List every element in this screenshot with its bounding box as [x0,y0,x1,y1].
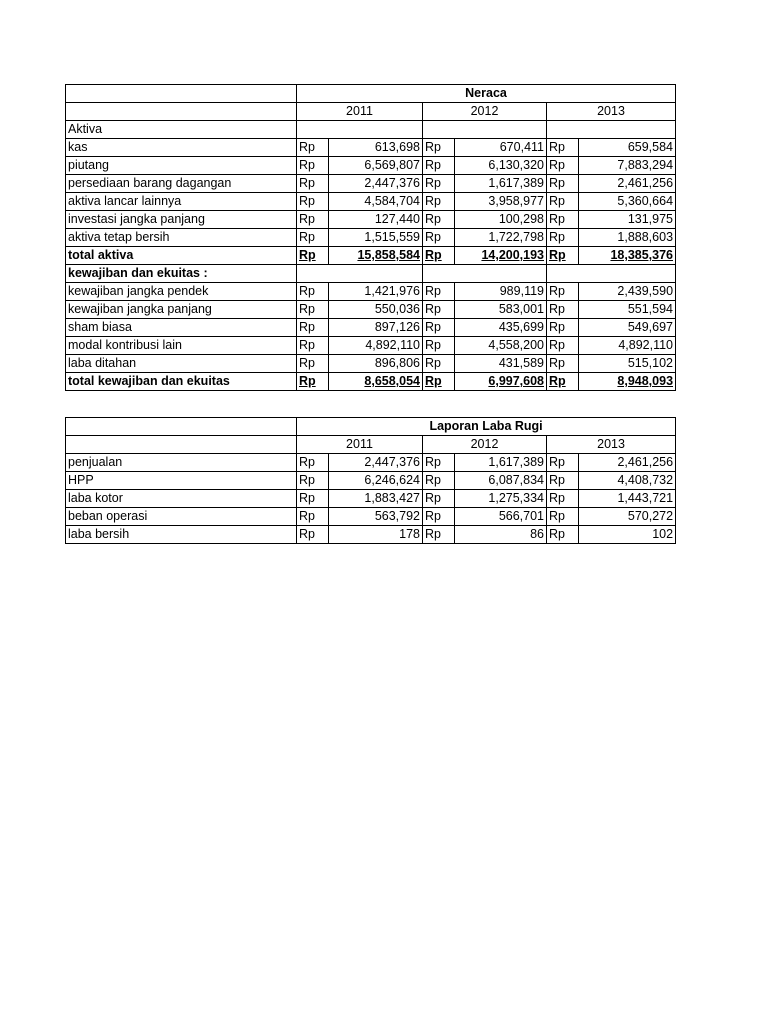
value-cell: 5,360,664 [579,193,676,211]
table-row [66,373,676,391]
value-cell: 1,443,721 [579,490,676,508]
row-label: laba ditahan [66,355,297,373]
currency-label: Rp [423,490,455,508]
currency-label: Rp [297,157,329,175]
currency-label: Rp [547,175,579,193]
empty-cell [66,418,297,436]
value-cell: 1,515,559 [329,229,423,247]
value-cell: 2,461,256 [579,175,676,193]
currency-label: Rp [297,355,329,373]
value-cell: 1,617,389 [455,175,547,193]
empty-cell [423,265,547,283]
table-row [66,472,676,490]
table-row [66,490,676,508]
currency-label: Rp [297,337,329,355]
value-cell: 127,440 [329,211,423,229]
currency-label: Rp [423,229,455,247]
value-cell: 570,272 [579,508,676,526]
currency-label: Rp [297,139,329,157]
year-header: 2013 [547,436,676,454]
currency-label: Rp [423,508,455,526]
currency-label: Rp [297,283,329,301]
currency-label: Rp [547,283,579,301]
value-cell: 989,119 [455,283,547,301]
value-cell: 14,200,193 [455,247,547,265]
neraca-table [65,84,676,391]
value-cell: 2,447,376 [329,175,423,193]
row-label: penjualan [66,454,297,472]
table-row [66,319,676,337]
currency-label: Rp [423,319,455,337]
currency-label: Rp [547,139,579,157]
value-cell: 4,558,200 [455,337,547,355]
table-row [66,508,676,526]
year-header-row [66,103,676,121]
row-label: beban operasi [66,508,297,526]
empty-cell [423,121,547,139]
currency-label: Rp [547,229,579,247]
value-cell: 8,948,093 [579,373,676,391]
value-cell: 86 [455,526,547,544]
empty-cell [66,85,297,103]
currency-label: Rp [297,301,329,319]
year-header: 2012 [423,436,547,454]
currency-label: Rp [297,247,329,265]
table-row [66,211,676,229]
value-cell: 515,102 [579,355,676,373]
currency-label: Rp [423,355,455,373]
currency-label: Rp [297,490,329,508]
table-row [66,526,676,544]
value-cell: 897,126 [329,319,423,337]
row-label: kewajiban dan ekuitas : [66,265,297,283]
empty-cell [297,265,423,283]
currency-label: Rp [423,211,455,229]
currency-label: Rp [547,490,579,508]
year-header: 2011 [297,436,423,454]
table-row [66,283,676,301]
table-title-row [66,85,676,103]
empty-cell [297,121,423,139]
table-row [66,175,676,193]
year-header: 2013 [547,103,676,121]
row-label: sham biasa [66,319,297,337]
row-label: total kewajiban dan ekuitas [66,373,297,391]
row-label: kas [66,139,297,157]
value-cell: 2,447,376 [329,454,423,472]
year-header-row [66,436,676,454]
currency-label: Rp [547,157,579,175]
currency-label: Rp [547,508,579,526]
currency-label: Rp [297,211,329,229]
laba-rugi-table [65,417,676,544]
currency-label: Rp [297,508,329,526]
value-cell: 4,584,704 [329,193,423,211]
row-label: Aktiva [66,121,297,139]
currency-label: Rp [297,193,329,211]
currency-label: Rp [297,472,329,490]
value-cell: 1,421,976 [329,283,423,301]
table-row [66,337,676,355]
table-row [66,229,676,247]
value-cell: 670,411 [455,139,547,157]
row-label: persediaan barang dagangan [66,175,297,193]
value-cell: 1,888,603 [579,229,676,247]
value-cell: 435,699 [455,319,547,337]
value-cell: 2,439,590 [579,283,676,301]
year-header: 2012 [423,103,547,121]
table-row [66,157,676,175]
value-cell: 3,958,977 [455,193,547,211]
currency-label: Rp [297,319,329,337]
currency-label: Rp [547,319,579,337]
currency-label: Rp [297,229,329,247]
currency-label: Rp [547,454,579,472]
value-cell: 4,892,110 [329,337,423,355]
value-cell: 613,698 [329,139,423,157]
row-label: kewajiban jangka pendek [66,283,297,301]
currency-label: Rp [423,526,455,544]
value-cell: 15,858,584 [329,247,423,265]
value-cell: 7,883,294 [579,157,676,175]
empty-cell [66,103,297,121]
value-cell: 1,883,427 [329,490,423,508]
currency-label: Rp [423,175,455,193]
empty-cell [66,436,297,454]
value-cell: 4,408,732 [579,472,676,490]
table-row [66,121,676,139]
table-row [66,247,676,265]
currency-label: Rp [547,373,579,391]
currency-label: Rp [297,175,329,193]
value-cell: 8,658,054 [329,373,423,391]
table-row [66,301,676,319]
value-cell: 563,792 [329,508,423,526]
value-cell: 1,275,334 [455,490,547,508]
row-label: aktiva tetap bersih [66,229,297,247]
value-cell: 549,697 [579,319,676,337]
value-cell: 18,385,376 [579,247,676,265]
value-cell: 131,975 [579,211,676,229]
row-label: laba bersih [66,526,297,544]
row-label: laba kotor [66,490,297,508]
value-cell: 6,997,608 [455,373,547,391]
value-cell: 102 [579,526,676,544]
value-cell: 4,892,110 [579,337,676,355]
table-row [66,193,676,211]
currency-label: Rp [423,157,455,175]
table-row [66,454,676,472]
value-cell: 178 [329,526,423,544]
table-row [66,265,676,283]
value-cell: 100,298 [455,211,547,229]
currency-label: Rp [423,337,455,355]
value-cell: 550,036 [329,301,423,319]
table-row [66,139,676,157]
currency-label: Rp [547,526,579,544]
value-cell: 896,806 [329,355,423,373]
value-cell: 551,594 [579,301,676,319]
table-title: Neraca [297,85,676,103]
currency-label: Rp [423,247,455,265]
currency-label: Rp [297,373,329,391]
currency-label: Rp [547,472,579,490]
value-cell: 6,087,834 [455,472,547,490]
currency-label: Rp [547,301,579,319]
table-title-row [66,418,676,436]
value-cell: 2,461,256 [579,454,676,472]
table-title: Laporan Laba Rugi [297,418,676,436]
currency-label: Rp [423,139,455,157]
currency-label: Rp [297,526,329,544]
row-label: modal kontribusi lain [66,337,297,355]
currency-label: Rp [547,355,579,373]
currency-label: Rp [547,337,579,355]
row-label: total aktiva [66,247,297,265]
value-cell: 431,589 [455,355,547,373]
empty-cell [547,265,676,283]
row-label: kewajiban jangka panjang [66,301,297,319]
table-row [66,355,676,373]
empty-cell [547,121,676,139]
currency-label: Rp [547,247,579,265]
value-cell: 1,722,798 [455,229,547,247]
value-cell: 6,246,624 [329,472,423,490]
value-cell: 659,584 [579,139,676,157]
currency-label: Rp [547,193,579,211]
currency-label: Rp [423,301,455,319]
currency-label: Rp [423,283,455,301]
value-cell: 1,617,389 [455,454,547,472]
value-cell: 6,569,807 [329,157,423,175]
currency-label: Rp [423,193,455,211]
year-header: 2011 [297,103,423,121]
currency-label: Rp [297,454,329,472]
value-cell: 6,130,320 [455,157,547,175]
row-label: investasi jangka panjang [66,211,297,229]
value-cell: 583,001 [455,301,547,319]
currency-label: Rp [423,373,455,391]
currency-label: Rp [423,472,455,490]
row-label: piutang [66,157,297,175]
row-label: aktiva lancar lainnya [66,193,297,211]
row-label: HPP [66,472,297,490]
currency-label: Rp [547,211,579,229]
currency-label: Rp [423,454,455,472]
value-cell: 566,701 [455,508,547,526]
